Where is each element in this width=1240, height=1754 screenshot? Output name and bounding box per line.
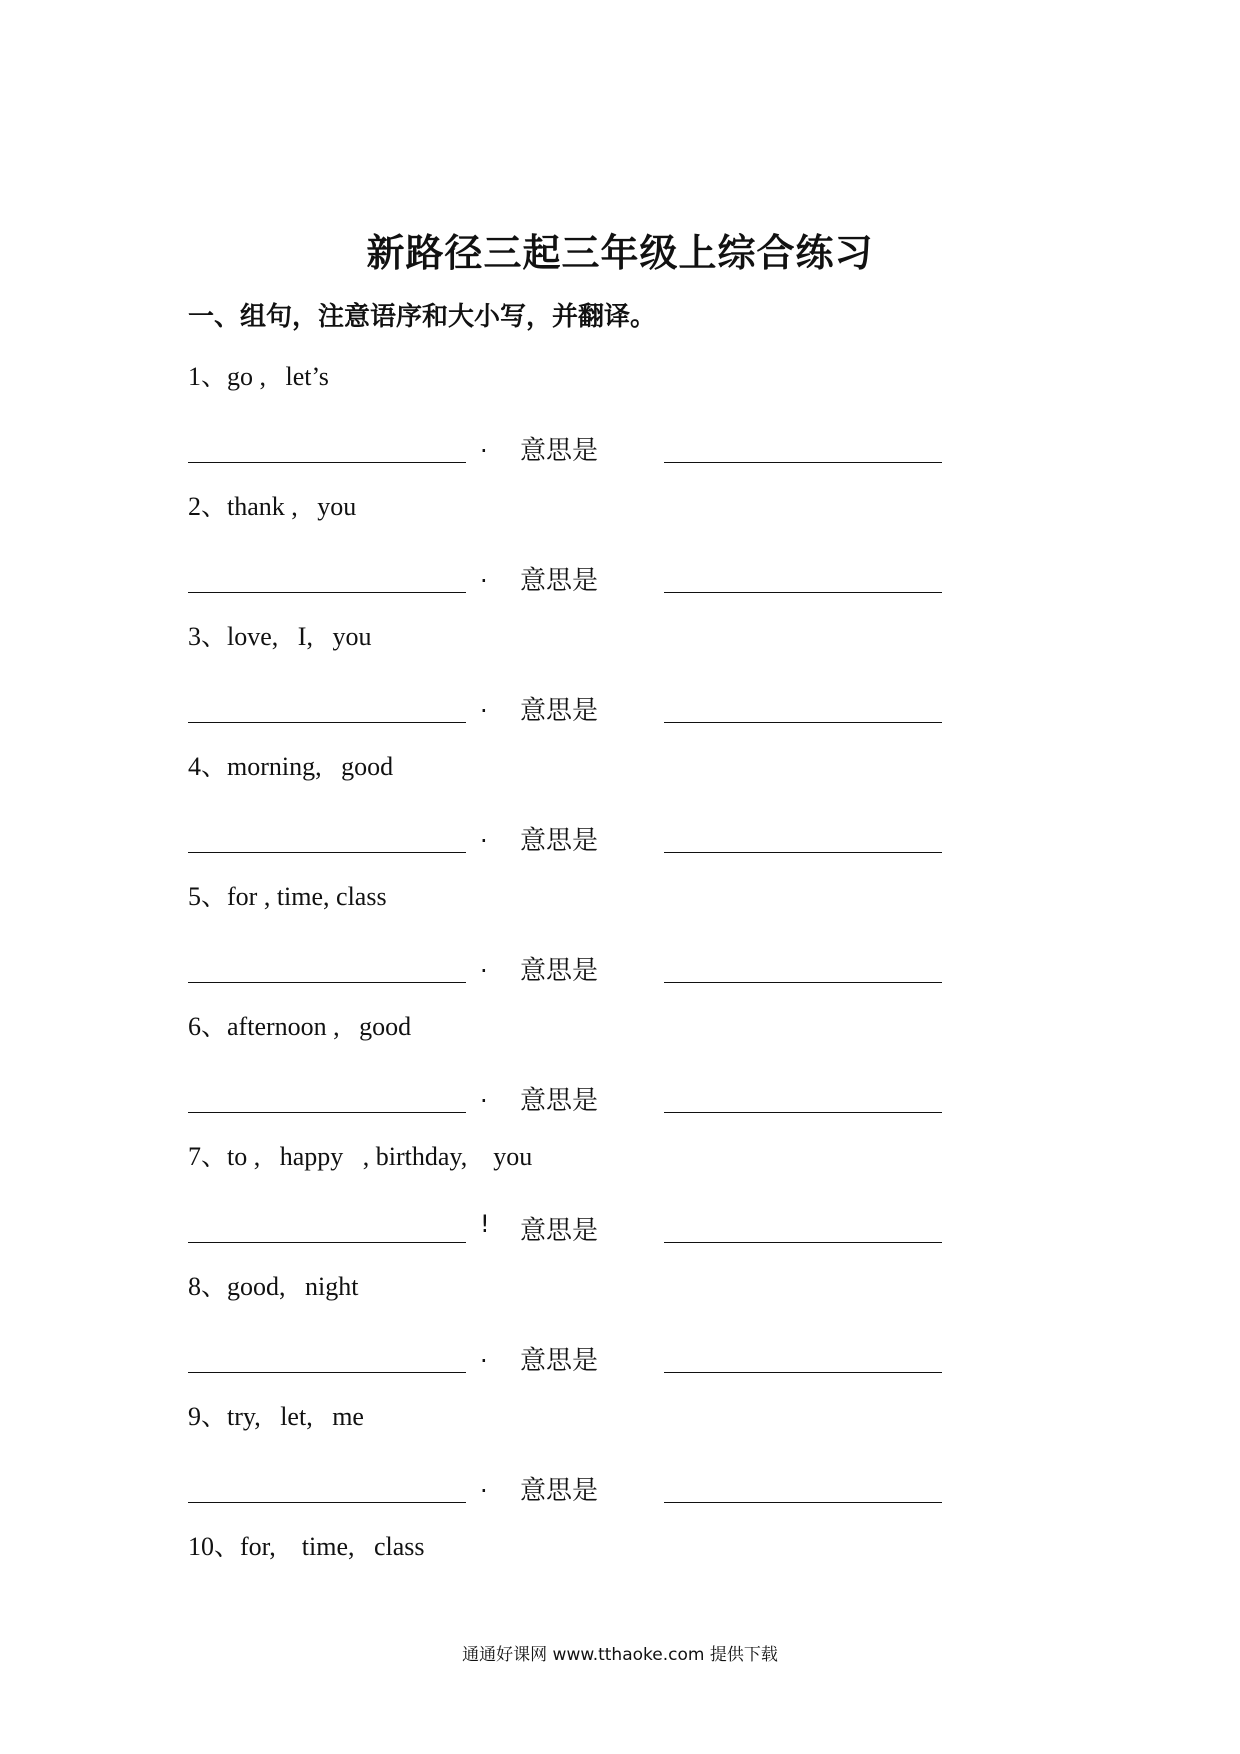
item-separator: 、 xyxy=(214,1532,241,1562)
translation-blank[interactable] xyxy=(664,592,942,593)
scrambled-words: go , let’s xyxy=(227,362,329,391)
meaning-label: 意思是 xyxy=(520,1346,599,1376)
answer-row xyxy=(188,948,948,988)
exercise-prompt xyxy=(188,1274,358,1300)
sentence-blank[interactable] xyxy=(188,852,466,853)
meaning-label: 意思是 xyxy=(520,1476,599,1506)
item-number: 8 xyxy=(188,1272,201,1301)
item-number: 3 xyxy=(188,622,201,651)
answer-row xyxy=(188,1338,948,1378)
exercise-prompt xyxy=(188,1014,411,1040)
end-punctuation: . xyxy=(480,560,488,588)
exercise-prompt xyxy=(188,1404,364,1430)
scrambled-words: try, let, me xyxy=(227,1402,364,1431)
exercise-prompt xyxy=(188,754,393,780)
end-punctuation: . xyxy=(480,950,488,978)
item-number: 6 xyxy=(188,1012,201,1041)
exercise-prompt xyxy=(188,364,329,390)
translation-blank[interactable] xyxy=(664,1242,942,1243)
exercise-item xyxy=(188,364,988,494)
meaning-label: 意思是 xyxy=(520,1216,599,1246)
answer-row xyxy=(188,1468,948,1508)
sentence-blank[interactable] xyxy=(188,462,466,463)
end-punctuation: . xyxy=(480,1340,488,1368)
translation-blank[interactable] xyxy=(664,852,942,853)
translation-blank[interactable] xyxy=(664,462,942,463)
item-number: 2 xyxy=(188,492,201,521)
sentence-blank[interactable] xyxy=(188,1502,466,1503)
item-number: 10 xyxy=(188,1532,214,1561)
answer-row xyxy=(188,1078,948,1118)
end-punctuation: . xyxy=(480,820,488,848)
meaning-label: 意思是 xyxy=(520,696,599,726)
scrambled-words: for, time, class xyxy=(240,1532,425,1561)
sentence-blank[interactable] xyxy=(188,1372,466,1373)
translation-blank[interactable] xyxy=(664,722,942,723)
exercise-item xyxy=(188,1014,988,1144)
item-separator: 、 xyxy=(201,622,228,652)
meaning-label: 意思是 xyxy=(520,1086,599,1116)
item-separator: 、 xyxy=(201,492,228,522)
end-punctuation: . xyxy=(480,1470,488,1498)
translation-blank[interactable] xyxy=(664,1112,942,1113)
exercise-item xyxy=(188,1144,988,1274)
meaning-label: 意思是 xyxy=(520,826,599,856)
item-separator: 、 xyxy=(201,1272,228,1302)
item-separator: 、 xyxy=(201,1142,228,1172)
page-title: 新路径三起三年级上综合练习 xyxy=(366,230,874,275)
scrambled-words: afternoon , good xyxy=(227,1012,412,1041)
exercise-prompt xyxy=(188,884,387,910)
answer-row xyxy=(188,558,948,598)
item-separator: 、 xyxy=(201,882,228,912)
exercise-prompt xyxy=(188,1534,425,1560)
exercise-item xyxy=(188,884,988,1014)
item-separator: 、 xyxy=(201,1012,228,1042)
exercise-prompt xyxy=(188,494,356,520)
exercise-item xyxy=(188,1274,988,1404)
sentence-blank[interactable] xyxy=(188,1242,466,1243)
item-separator: 、 xyxy=(201,752,228,782)
item-number: 4 xyxy=(188,752,201,781)
translation-blank[interactable] xyxy=(664,982,942,983)
answer-row xyxy=(188,688,948,728)
sentence-blank[interactable] xyxy=(188,722,466,723)
scrambled-words: good, night xyxy=(227,1272,359,1301)
item-number: 7 xyxy=(188,1142,201,1171)
end-punctuation: . xyxy=(480,1080,488,1108)
item-separator: 、 xyxy=(201,362,228,392)
translation-blank[interactable] xyxy=(664,1372,942,1373)
section-heading: 一、组句，注意语序和大小写，并翻译。 xyxy=(188,302,657,332)
sentence-blank[interactable] xyxy=(188,982,466,983)
scrambled-words: love, I, you xyxy=(227,622,372,651)
end-punctuation: ! xyxy=(480,1210,490,1238)
answer-row xyxy=(188,1208,948,1248)
footer: 通通好课网 www.tthaoke.com 提供下载 xyxy=(462,1645,778,1665)
item-number: 9 xyxy=(188,1402,201,1431)
item-separator: 、 xyxy=(201,1402,228,1432)
exercise-prompt xyxy=(188,1144,532,1170)
meaning-label: 意思是 xyxy=(520,436,599,466)
exercise-item xyxy=(188,624,988,754)
exercise-item xyxy=(188,754,988,884)
sentence-blank[interactable] xyxy=(188,592,466,593)
item-number: 5 xyxy=(188,882,201,911)
meaning-label: 意思是 xyxy=(520,566,599,596)
scrambled-words: thank , you xyxy=(227,492,357,521)
end-punctuation: . xyxy=(480,430,488,458)
answer-row xyxy=(188,818,948,858)
scrambled-words: morning, good xyxy=(227,752,394,781)
exercise-item xyxy=(188,1404,988,1534)
item-number: 1 xyxy=(188,362,201,391)
sentence-blank[interactable] xyxy=(188,1112,466,1113)
end-punctuation: . xyxy=(480,690,488,718)
exercise-item xyxy=(188,494,988,624)
meaning-label: 意思是 xyxy=(520,956,599,986)
scrambled-words: for , time, class xyxy=(227,882,387,911)
answer-row xyxy=(188,428,948,468)
scrambled-words: to , happy , birthday, you xyxy=(227,1142,533,1171)
exercise-prompt xyxy=(188,624,371,650)
translation-blank[interactable] xyxy=(664,1502,942,1503)
